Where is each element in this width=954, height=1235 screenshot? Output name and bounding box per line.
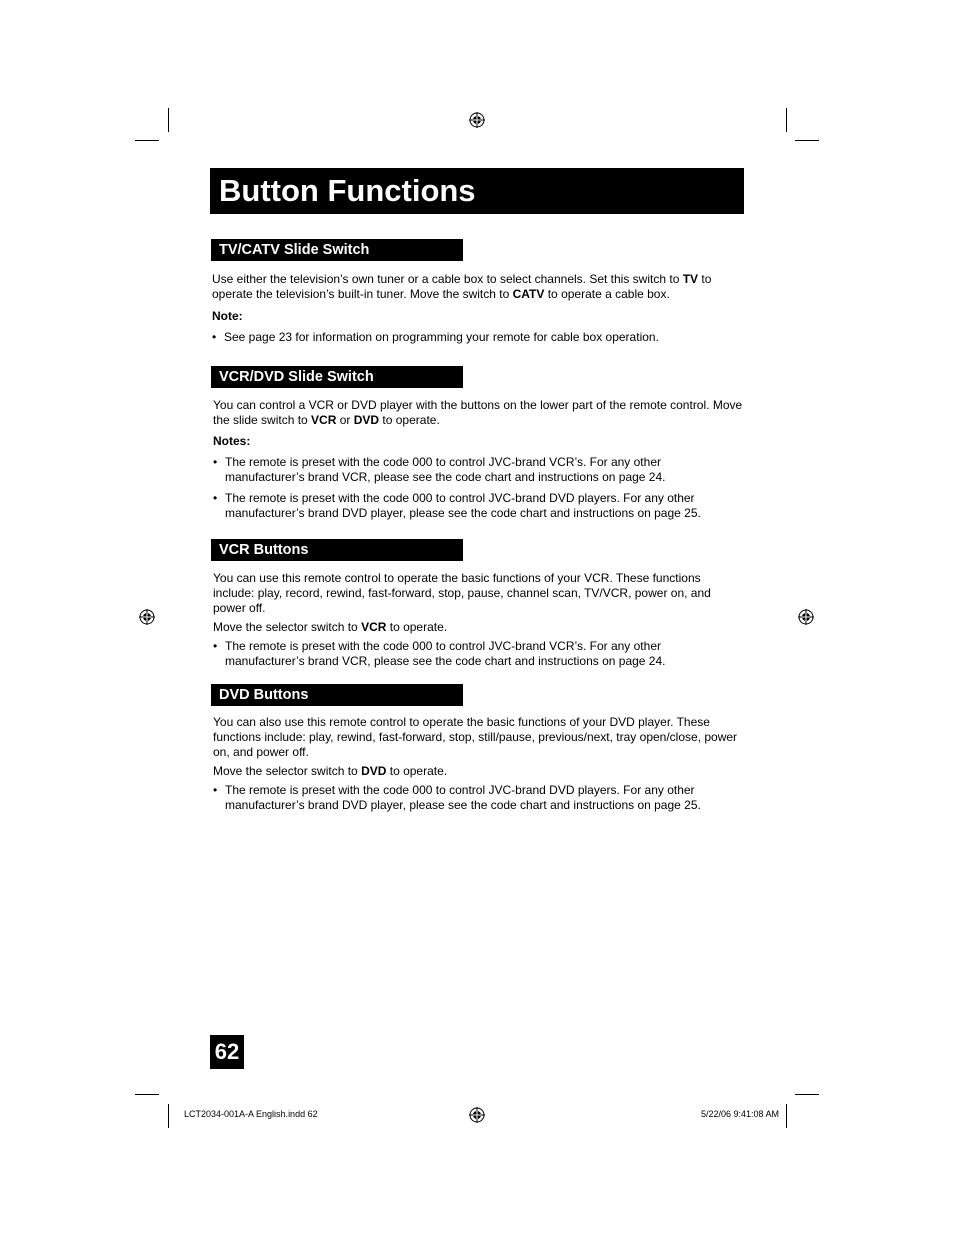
crop-mark [168,108,169,132]
section-heading-vcr-dvd: VCR/DVD Slide Switch [211,366,463,388]
list-item: • The remote is preset with the code 000 to control JVC-brand DVD players. For any other manufacturer’s brand DVD player, please see the code chart and instructions on page 25. [213,491,701,520]
registration-mark-icon [139,609,155,625]
crop-mark [786,108,787,132]
page-number: 62 [210,1035,244,1069]
list-item: • The remote is preset with the code 000 to control JVC-brand VCR’s. For any other manufacturer’s brand VCR, please see the code chart and instructions on page 24. [213,639,666,668]
crop-mark [795,140,819,141]
crop-mark [135,1094,159,1095]
section-paragraph: You can use this remote control to operate the basic functions of your VCR. These functions include: play, record, rewind, fast-forward, stop, pause, channel scan, TV/VCR, power on, and power off. [213,571,711,615]
list-item: • See page 23 for information on programming your remote for cable box operation. [212,330,659,344]
registration-mark-icon [469,112,485,128]
crop-mark [786,1104,787,1128]
list-item: • The remote is preset with the code 000 to control JVC-brand DVD players. For any other manufacturer’s brand DVD player, please see the code chart and instructions on page 25. [213,783,701,812]
section-paragraph: You can control a VCR or DVD player with the buttons on the lower part of the remote control. Move the slide switch to VCR or DVD to operate. [213,398,743,427]
section-heading-tv-catv: TV/CATV Slide Switch [211,239,463,261]
selector-instruction: Move the selector switch to VCR to operate. [213,620,448,634]
registration-mark-icon [469,1107,485,1123]
note-label: Notes: [213,434,251,448]
footer-timestamp: 5/22/06 9:41:08 AM [700,1109,779,1119]
crop-mark [795,1094,819,1095]
registration-mark-icon [798,609,814,625]
selector-instruction: Move the selector switch to DVD to operate. [213,764,448,778]
footer-file-name: LCT2034-001A-A English.indd 62 [184,1109,318,1119]
page-title: Button Functions [210,168,744,214]
section-paragraph: You can also use this remote control to operate the basic functions of your DVD player. These functions include: play, rewind, fast-forward, stop, still/pause, previous/next, tray open/close, power on, and power off. [213,715,738,759]
section-paragraph: Use either the television’s own tuner or a cable box to select channels. Set this switch to TV to operate the television’s built-in tuner. Move the switch to CATV to operate a cable box. [212,272,712,301]
section-heading-dvd-buttons: DVD Buttons [211,684,463,706]
crop-mark [135,140,159,141]
note-label: Note: [212,309,243,323]
section-heading-vcr-buttons: VCR Buttons [211,539,463,561]
list-item: • The remote is preset with the code 000 to control JVC-brand VCR’s. For any other manufacturer’s brand VCR, please see the code chart and instructions on page 24. [213,455,666,484]
crop-mark [168,1104,169,1128]
